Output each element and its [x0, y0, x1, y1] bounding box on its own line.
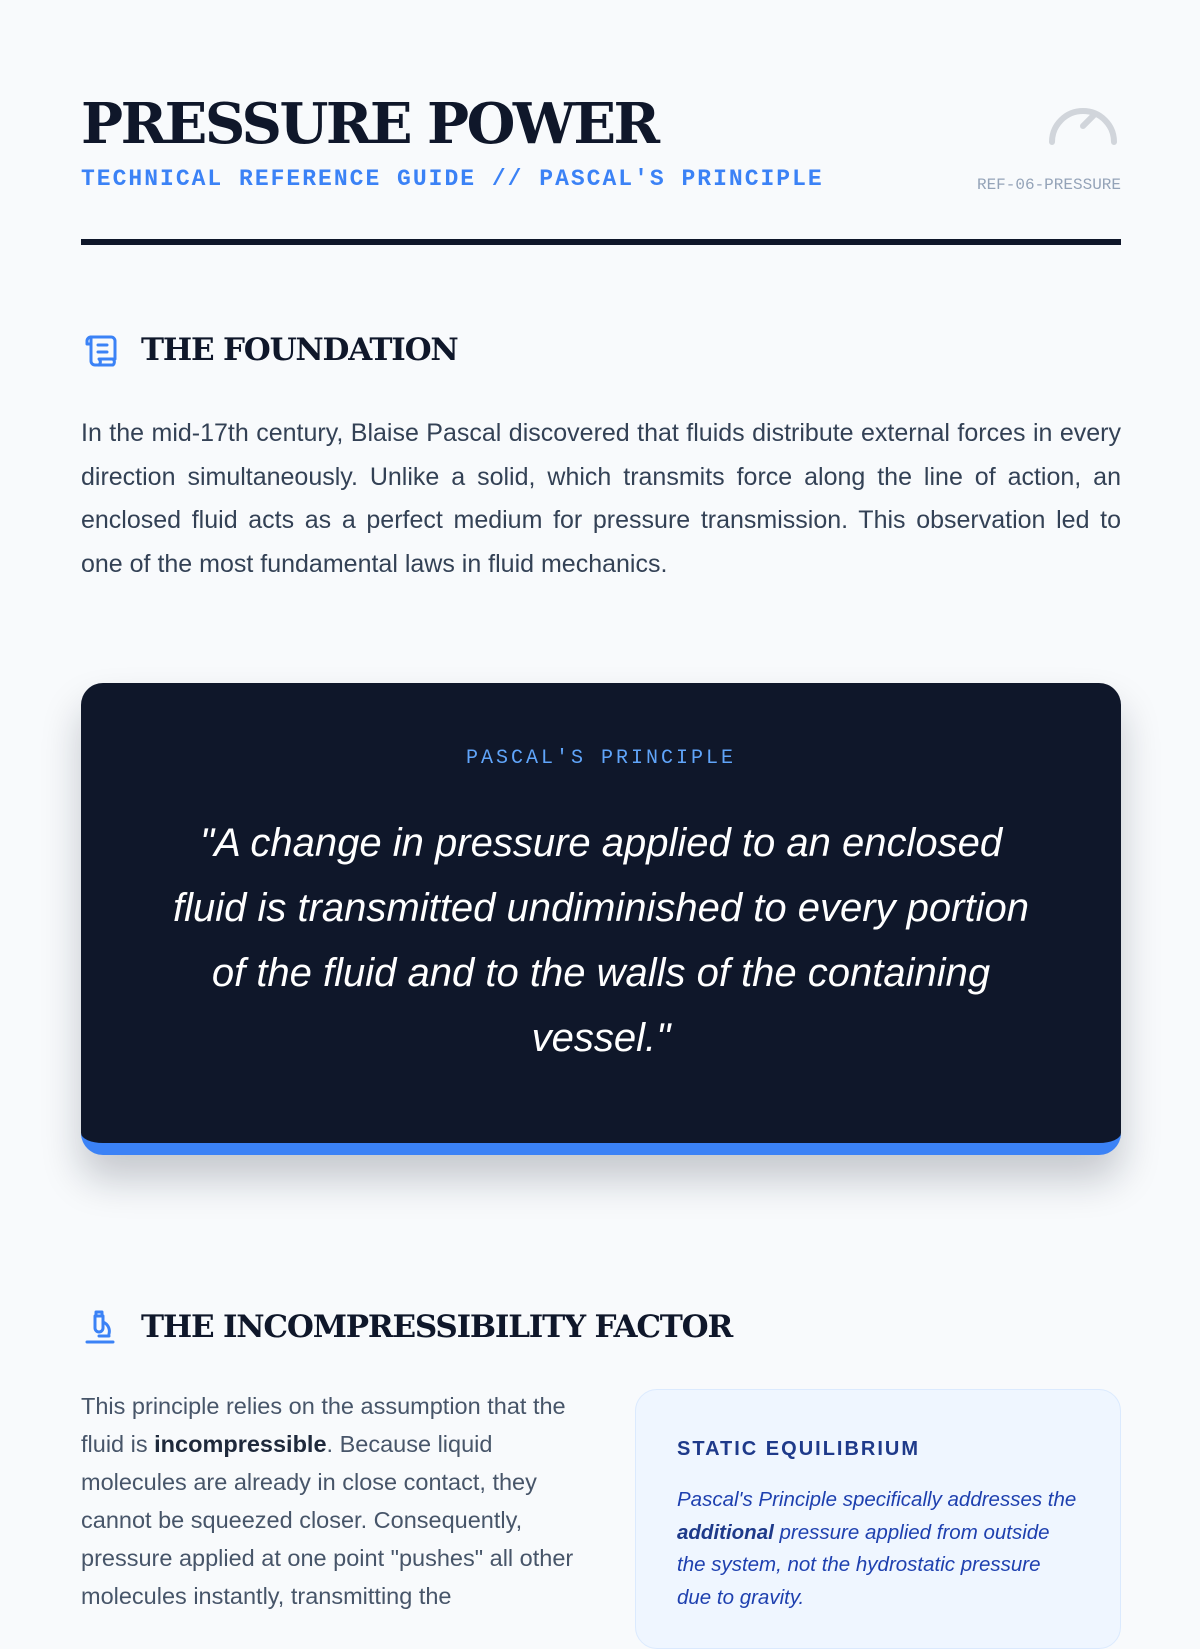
section-title: THE FOUNDATION [141, 332, 458, 368]
text-run: This principle relies on the assumption that the fluid is [81, 1393, 566, 1457]
gauge-icon [1045, 90, 1121, 154]
static-equilibrium-card [635, 1389, 1121, 1649]
text-run: . Because liquid molecules are already in close contact, they cannot be squeezed closer. Consequently, pressure applied at one point "pushes" all other molecules instantly, transmitting the [81, 1431, 574, 1609]
section-title: THE INCOMPRESSIBILITY FACTOR [141, 1309, 733, 1345]
page-title: PRESSURE POWER [81, 91, 658, 157]
header-divider [81, 239, 1121, 245]
emphasis-text: additional [677, 1520, 774, 1544]
principle-label: PASCAL'S PRINCIPLE [465, 747, 737, 770]
reference-code: REF-06-PRESSURE [976, 176, 1121, 194]
document-header [81, 88, 1121, 248]
principle-quote: "A change in pressure applied to an enclosed fluid is transmitted undiminished to every portion of the fluid and to the walls of the containing vessel." [173, 821, 1029, 1060]
foundation-paragraph: In the mid-17th century, Blaise Pascal discovered that fluids distribute external forces in every direction simultaneously. Unlike a solid, which transmits force along the line of action, an enclosed fluid acts as a perfect medium for pressure transmission. This observation led to one of the most fundamental laws in fluid mechanics. [81, 419, 1121, 578]
section-heading-foundation [81, 328, 458, 372]
principle-card [81, 683, 1121, 1155]
scroll-icon [81, 331, 119, 369]
text-run: Pascal's Principle specifically addresses the [677, 1488, 1077, 1511]
text-run: pressure applied from outside the system, not the hydrostatic pressure due to gravity. [677, 1520, 1050, 1609]
microscope-icon [81, 1308, 119, 1346]
section-heading-incompressibility [81, 1305, 732, 1349]
static-equilibrium-title: STATIC EQUILIBRIUM [677, 1438, 921, 1460]
emphasis-text: incompressible [154, 1431, 327, 1457]
static-equilibrium-text [677, 1484, 1077, 1614]
page-subtitle: TECHNICAL REFERENCE GUIDE // PASCAL'S PRINCIPLE [81, 166, 824, 192]
incompressibility-paragraph [81, 1387, 581, 1615]
